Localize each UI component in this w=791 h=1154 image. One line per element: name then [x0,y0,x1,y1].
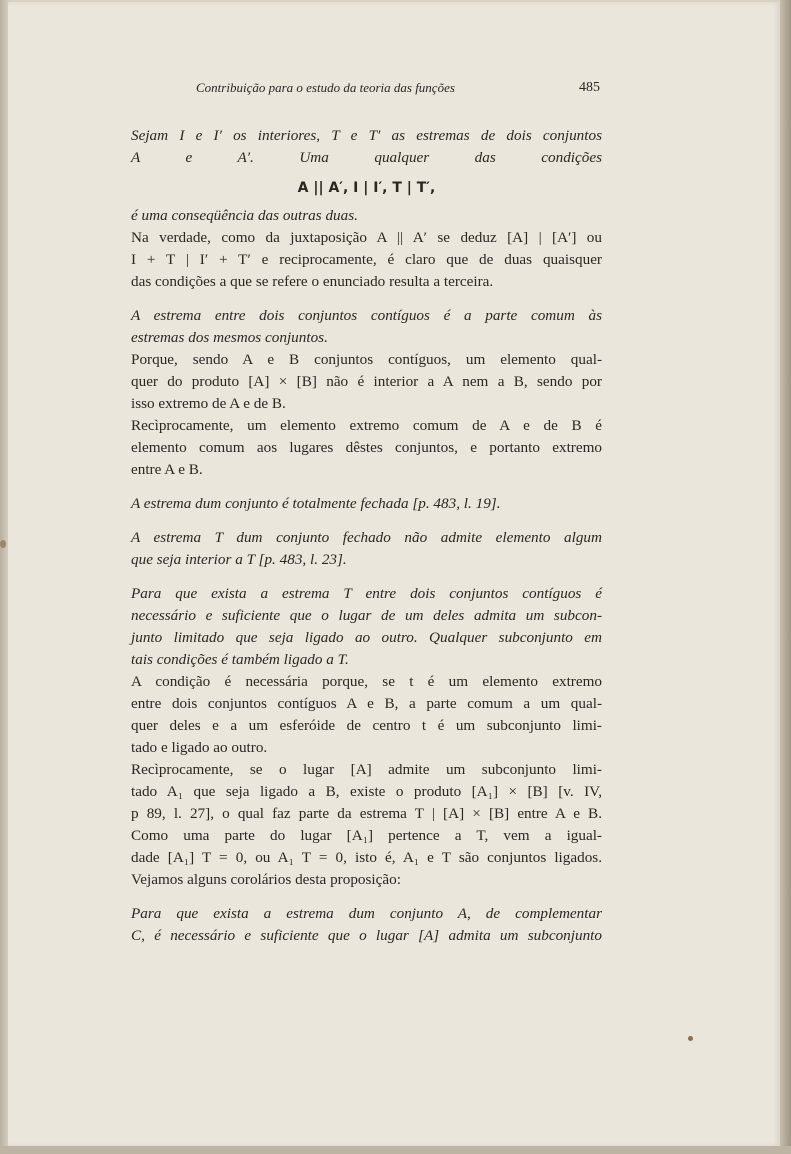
text-line: estremas dos mesmos conjuntos. [131,329,328,346]
paragraph-1-conclusion: é uma conseqüência das outras duas. [131,207,358,224]
text-line: quer deles e a um esferóide de centro t é um subconjunto limi- [131,717,602,734]
spacer [131,515,602,527]
paragraph-10 [131,759,602,825]
text-line: A estrema T dum conjunto fechado não admite elemento algum [131,529,602,546]
text-line: junto limitado que seja ligado ao outro. Qualquer subconjunto em [131,629,602,646]
text-line: das condições a que se refere o enunciado resulta a terceira. [131,273,494,290]
spacer [131,571,602,583]
text-line: tais condições é também ligado a T. [131,651,349,668]
paragraph-11 [131,825,602,869]
text-line: A e A′. Uma qualquer das condições [131,149,602,166]
page-bottom-edge [0,1146,791,1154]
paper-stain [0,540,6,548]
text-line: A estrema entre dois conjuntos contíguos é a parte comum às [131,307,602,324]
spacer [131,293,602,305]
paragraph-3-theorem [131,305,602,349]
paragraph-5 [131,415,602,481]
running-title: Contribuição para o estudo da teoria das funções [196,80,455,95]
paragraph-1 [131,125,602,169]
paragraph-8-theorem [131,583,602,671]
ink-dot [688,1036,693,1041]
text-line: necessário e suficiente que o lugar de um deles admita um subcon- [131,607,602,624]
paragraph-13-theorem [131,903,602,947]
text-line: C, é necessário e suficiente que o lugar [A] admita um subconjunto [131,927,602,944]
text-line: Sejam I e I′ os interiores, T e T′ as estremas de dois conjuntos [131,127,602,144]
text-line: Na verdade, como da juxtaposição A || A′ se deduz [A] | [A′] ou [131,229,602,246]
page-edge [780,0,791,1154]
text-line: isso extremo de A e de B. [131,395,286,412]
text-line: que seja interior a T [p. 483, l. 23]. [131,551,347,568]
text-line: Recìprocamente, se o lugar [A] admite um subconjunto limi- [131,761,602,778]
text-line: Porque, sendo A e B conjuntos contíguos, um elemento qual- [131,351,602,368]
paragraph-7-theorem [131,527,602,571]
text-line: Como uma parte do lugar [A₁] pertence a T, vem a igual- [131,827,602,844]
spacer [131,891,602,903]
paragraph-4 [131,349,602,415]
formula-conditions: A || A′, I | I′, T | T′, [297,180,436,196]
paragraph-6-theorem: A estrema dum conjunto é totalmente fechada [p. 483, l. 19]. [131,495,501,512]
text-line: Para que exista a estrema T entre dois conjuntos contíguos é [131,585,602,602]
text-line: elemento comum aos lugares dêstes conjuntos, e portanto extremo [131,439,602,456]
text-line: quer do produto [A] × [B] não é interior a A nem a B, sendo por [131,373,602,390]
text-line: A condição é necessária porque, se t é um elemento extremo [131,673,602,690]
text-line: entre dois conjuntos contíguos A e B, a parte comum a um qual- [131,695,602,712]
spacer [131,481,602,493]
text-line: entre A e B. [131,461,203,478]
text-line: tado A₁ que seja ligado a B, existe o produto [A₁] × [B] [v. IV, [131,783,602,800]
text-line: dade [A₁] T = 0, ou A₁ T = 0, isto é, A₁ e T são conjuntos ligados. [131,849,602,866]
running-header [132,80,600,102]
page-number: 485 [579,80,600,95]
paragraph-9 [131,671,602,759]
text-line: I + T | I′ + T′ e reciprocamente, é claro que de duas quaisquer [131,251,602,268]
page-body [131,125,602,947]
paragraph-2 [131,227,602,293]
text-line: p 89, l. 27], o qual faz parte da estrema T | [A] × [B] entre A e B. [131,805,602,822]
text-line: tado e ligado ao outro. [131,739,268,756]
text-line: Recìprocamente, um elemento extremo comum de A e de B é [131,417,602,434]
paragraph-12: Vejamos alguns corolários desta proposição: [131,871,401,888]
text-line: Para que exista a estrema dum conjunto A, de complementar [131,905,602,922]
